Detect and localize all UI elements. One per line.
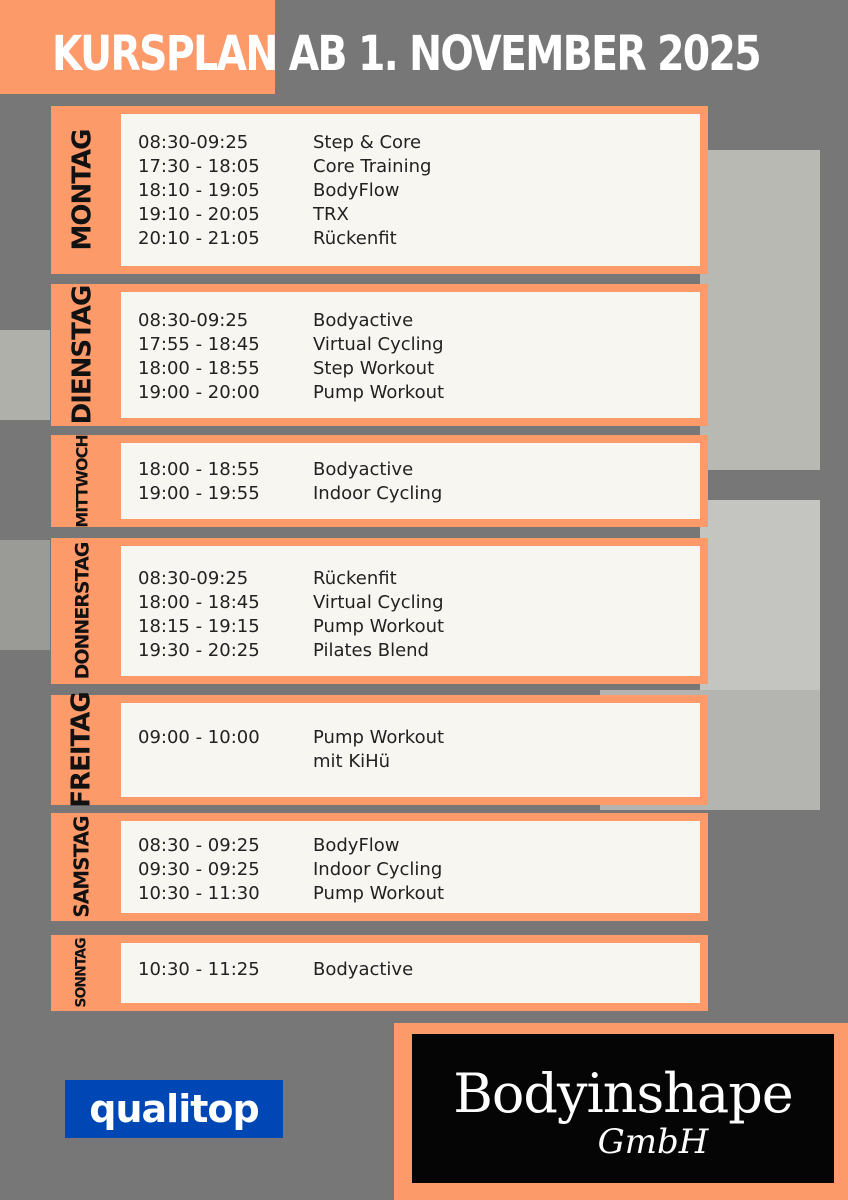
course-row	[121, 332, 700, 356]
course-row	[121, 481, 700, 505]
course-time: 18:15 - 19:15	[138, 615, 260, 637]
qualitop-logo: qualitop	[65, 1080, 283, 1138]
course-name: TRX	[313, 203, 349, 225]
course-row	[121, 380, 700, 404]
course-time: 19:00 - 20:00	[138, 381, 260, 403]
day-label: MITTWOCH	[72, 434, 92, 528]
course-time: 08:30 - 09:25	[138, 834, 260, 856]
day-label-wrap	[51, 106, 113, 274]
course-row	[121, 957, 700, 981]
course-time: 10:30 - 11:30	[138, 882, 260, 904]
course-name: BodyFlow	[313, 834, 400, 856]
course-panel	[121, 546, 700, 676]
page-title: KURSPLAN AB 1. NOVEMBER 2025	[52, 26, 761, 82]
course-row	[121, 638, 700, 662]
course-panel	[121, 292, 700, 418]
course-time: 18:00 - 18:45	[138, 591, 260, 613]
day-label: SAMSTAG	[70, 816, 94, 918]
course-row	[121, 725, 700, 749]
course-name: Bodyactive	[313, 458, 414, 480]
course-name: Virtual Cycling	[313, 591, 444, 613]
course-panel	[121, 443, 700, 519]
day-block-dienstag	[51, 284, 708, 426]
course-name: BodyFlow	[313, 179, 400, 201]
course-time: 19:00 - 19:55	[138, 482, 260, 504]
course-time: 09:00 - 10:00	[138, 726, 260, 748]
day-block-montag	[51, 106, 708, 274]
course-panel	[121, 821, 700, 913]
day-block-sonntag	[51, 935, 708, 1011]
background-shape	[700, 150, 820, 470]
course-name: Pilates Blend	[313, 639, 429, 661]
course-time: 18:00 - 18:55	[138, 458, 260, 480]
day-label: DONNERSTAG	[71, 542, 93, 680]
course-name: Bodyactive	[313, 309, 414, 331]
course-panel	[121, 114, 700, 266]
day-block-mittwoch	[51, 435, 708, 527]
day-label-wrap	[51, 435, 113, 527]
course-row	[121, 749, 700, 773]
course-name: mit KiHü	[313, 750, 391, 772]
course-row	[121, 130, 700, 154]
course-name: Indoor Cycling	[313, 858, 443, 880]
day-label-wrap	[51, 692, 113, 808]
background-shape	[0, 330, 50, 420]
course-row	[121, 833, 700, 857]
day-label: MONTAG	[67, 129, 98, 251]
course-time: 08:30-09:25	[138, 567, 249, 589]
day-label-wrap	[51, 284, 113, 426]
course-time: 08:30-09:25	[138, 131, 249, 153]
course-time: 17:55 - 18:45	[138, 333, 260, 355]
course-row	[121, 881, 700, 905]
background-shape	[700, 500, 820, 700]
brand-name: Bodyinshape	[453, 1062, 793, 1125]
day-block-freitag	[51, 692, 708, 808]
course-name: Rückenfit	[313, 567, 397, 589]
day-block-donnerstag	[51, 538, 708, 684]
day-label: DIENSTAG	[67, 285, 97, 425]
course-time: 09:30 - 09:25	[138, 858, 260, 880]
course-name: Core Training	[313, 155, 432, 177]
course-panel	[121, 703, 700, 797]
day-label-wrap	[51, 935, 113, 1011]
course-row	[121, 356, 700, 380]
course-time: 19:10 - 20:05	[138, 203, 260, 225]
course-name: Pump Workout	[313, 882, 445, 904]
course-row	[121, 614, 700, 638]
background-shape	[0, 540, 50, 650]
course-row	[121, 178, 700, 202]
course-row	[121, 457, 700, 481]
course-time: 19:30 - 20:25	[138, 639, 260, 661]
course-name: Pump Workout	[313, 381, 445, 403]
day-label-wrap	[51, 538, 113, 684]
course-name: Indoor Cycling	[313, 482, 443, 504]
course-name: Rückenfit	[313, 227, 397, 249]
course-time: 10:30 - 11:25	[138, 958, 260, 980]
course-name: Bodyactive	[313, 958, 414, 980]
course-row	[121, 857, 700, 881]
course-name: Pump Workout	[313, 726, 445, 748]
course-row	[121, 566, 700, 590]
day-block-samstag	[51, 813, 708, 921]
course-row	[121, 226, 700, 250]
course-row	[121, 154, 700, 178]
course-time: 08:30-09:25	[138, 309, 249, 331]
course-name: Step Workout	[313, 357, 435, 379]
day-label-wrap	[51, 813, 113, 921]
course-time: 17:30 - 18:05	[138, 155, 260, 177]
course-panel	[121, 943, 700, 1003]
brand-subtitle: GmbH	[597, 1122, 709, 1162]
day-label: SONNTAG	[74, 938, 90, 1008]
day-label: FREITAG	[67, 692, 97, 808]
course-name: Virtual Cycling	[313, 333, 444, 355]
course-time: 18:00 - 18:55	[138, 357, 260, 379]
course-row	[121, 202, 700, 226]
course-row	[121, 308, 700, 332]
course-name: Pump Workout	[313, 615, 445, 637]
course-name: Step & Core	[313, 131, 422, 153]
course-row	[121, 590, 700, 614]
course-time: 20:10 - 21:05	[138, 227, 260, 249]
course-time: 18:10 - 19:05	[138, 179, 260, 201]
bodyinshape-logo	[412, 1034, 834, 1183]
